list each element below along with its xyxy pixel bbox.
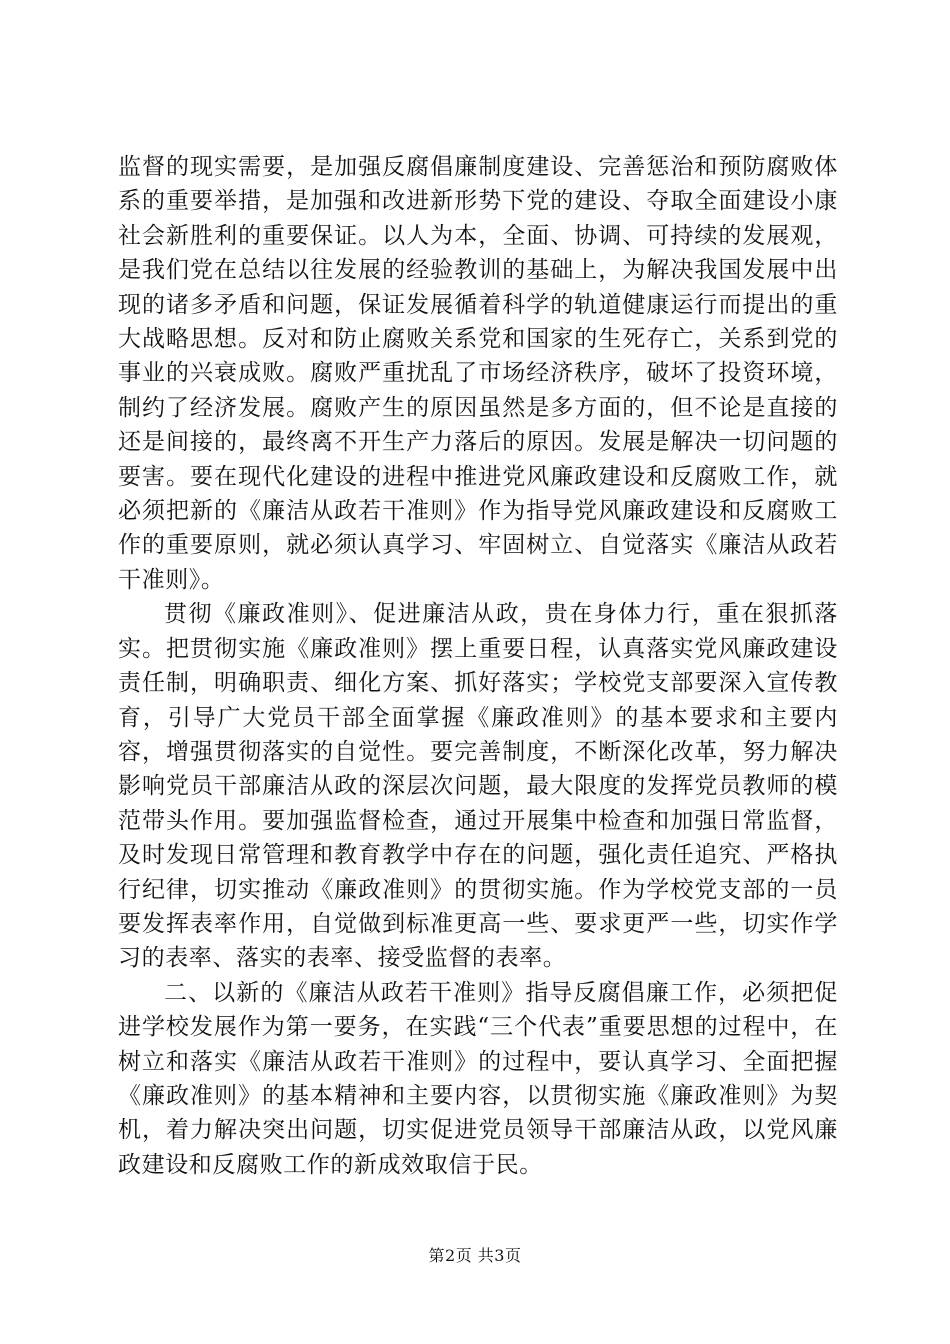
paragraph-2: 贯彻《廉政准则》、促进廉洁从政，贵在身体力行，重在狠抓落实。把贯彻实施《廉政准则》摆上重要日程，认真落实党风廉政建设责任制，明确职责、细化方案、抓好落实；学校党支部要深入宣传教育，引导广大党员干部全面掌握《廉政准则》的基本要求和主要内容，增强贯彻落实的自觉性。要完善制度，不断深化改革，努力解决影响党员干部廉洁从政的深层次问题，最大限度的发挥党员教师的模范带头作用。要加强监督检查，通过开展集中检查和加强日常监督，及时发现日常管理和教育教学中存在的问题，强化责任追究、严格执行纪律，切实推动《廉政准则》的贯彻实施。作为学校党支部的一员要发挥表率作用，自觉做到标准更高一些、要求更严一些，切实作学习的表率、落实的表率、接受监督的表率。 [118, 601, 838, 972]
page-footer: 第2页 共3页 [428, 1246, 522, 1265]
document-body [118, 150, 838, 1182]
paragraph-1: 监督的现实需要，是加强反腐倡廉制度建设、完善惩治和预防腐败体系的重要举措，是加强和改进新形势下党的建设、夺取全面建设小康社会新胜利的重要保证。以人为本，全面、协调、可持续的发展观，是我们党在总结以往发展的经验教训的基础上，为解决我国发展中出现的诸多矛盾和问题，保证发展循着科学的轨道健康运行而提出的重大战略思想。反对和防止腐败关系党和国家的生死存亡，关系到党的事业的兴衰成败。腐败严重扰乱了市场经济秩序，破坏了投资环境，制约了经济发展。腐败产生的原因虽然是多方面的，但不论是直接的还是间接的，最终离不开生产力落后的原因。发展是解决一切问题的要害。要在现代化建设的进程中推进党风廉政建设和反腐败工作，就必须把新的《廉洁从政若干准则》作为指导党风廉政建设和反腐败工作的重要原则，就必须认真学习、牢固树立、自觉落实《廉洁从政若干准则》。 [118, 154, 838, 593]
paragraph-3: 二、以新的《廉洁从政若干准则》指导反腐倡廉工作，必须把促进学校发展作为第一要务，在实践“三个代表”重要思想的过程中，在树立和落实《廉洁从政若干准则》的过程中，要认真学习、全面把握《廉政准则》的基本精神和主要内容，以贯彻实施《廉政准则》为契机，着力解决突出问题，切实促进党员领导干部廉洁从政，以党风廉政建设和反腐败工作的新成效取信于民。 [118, 979, 838, 1178]
